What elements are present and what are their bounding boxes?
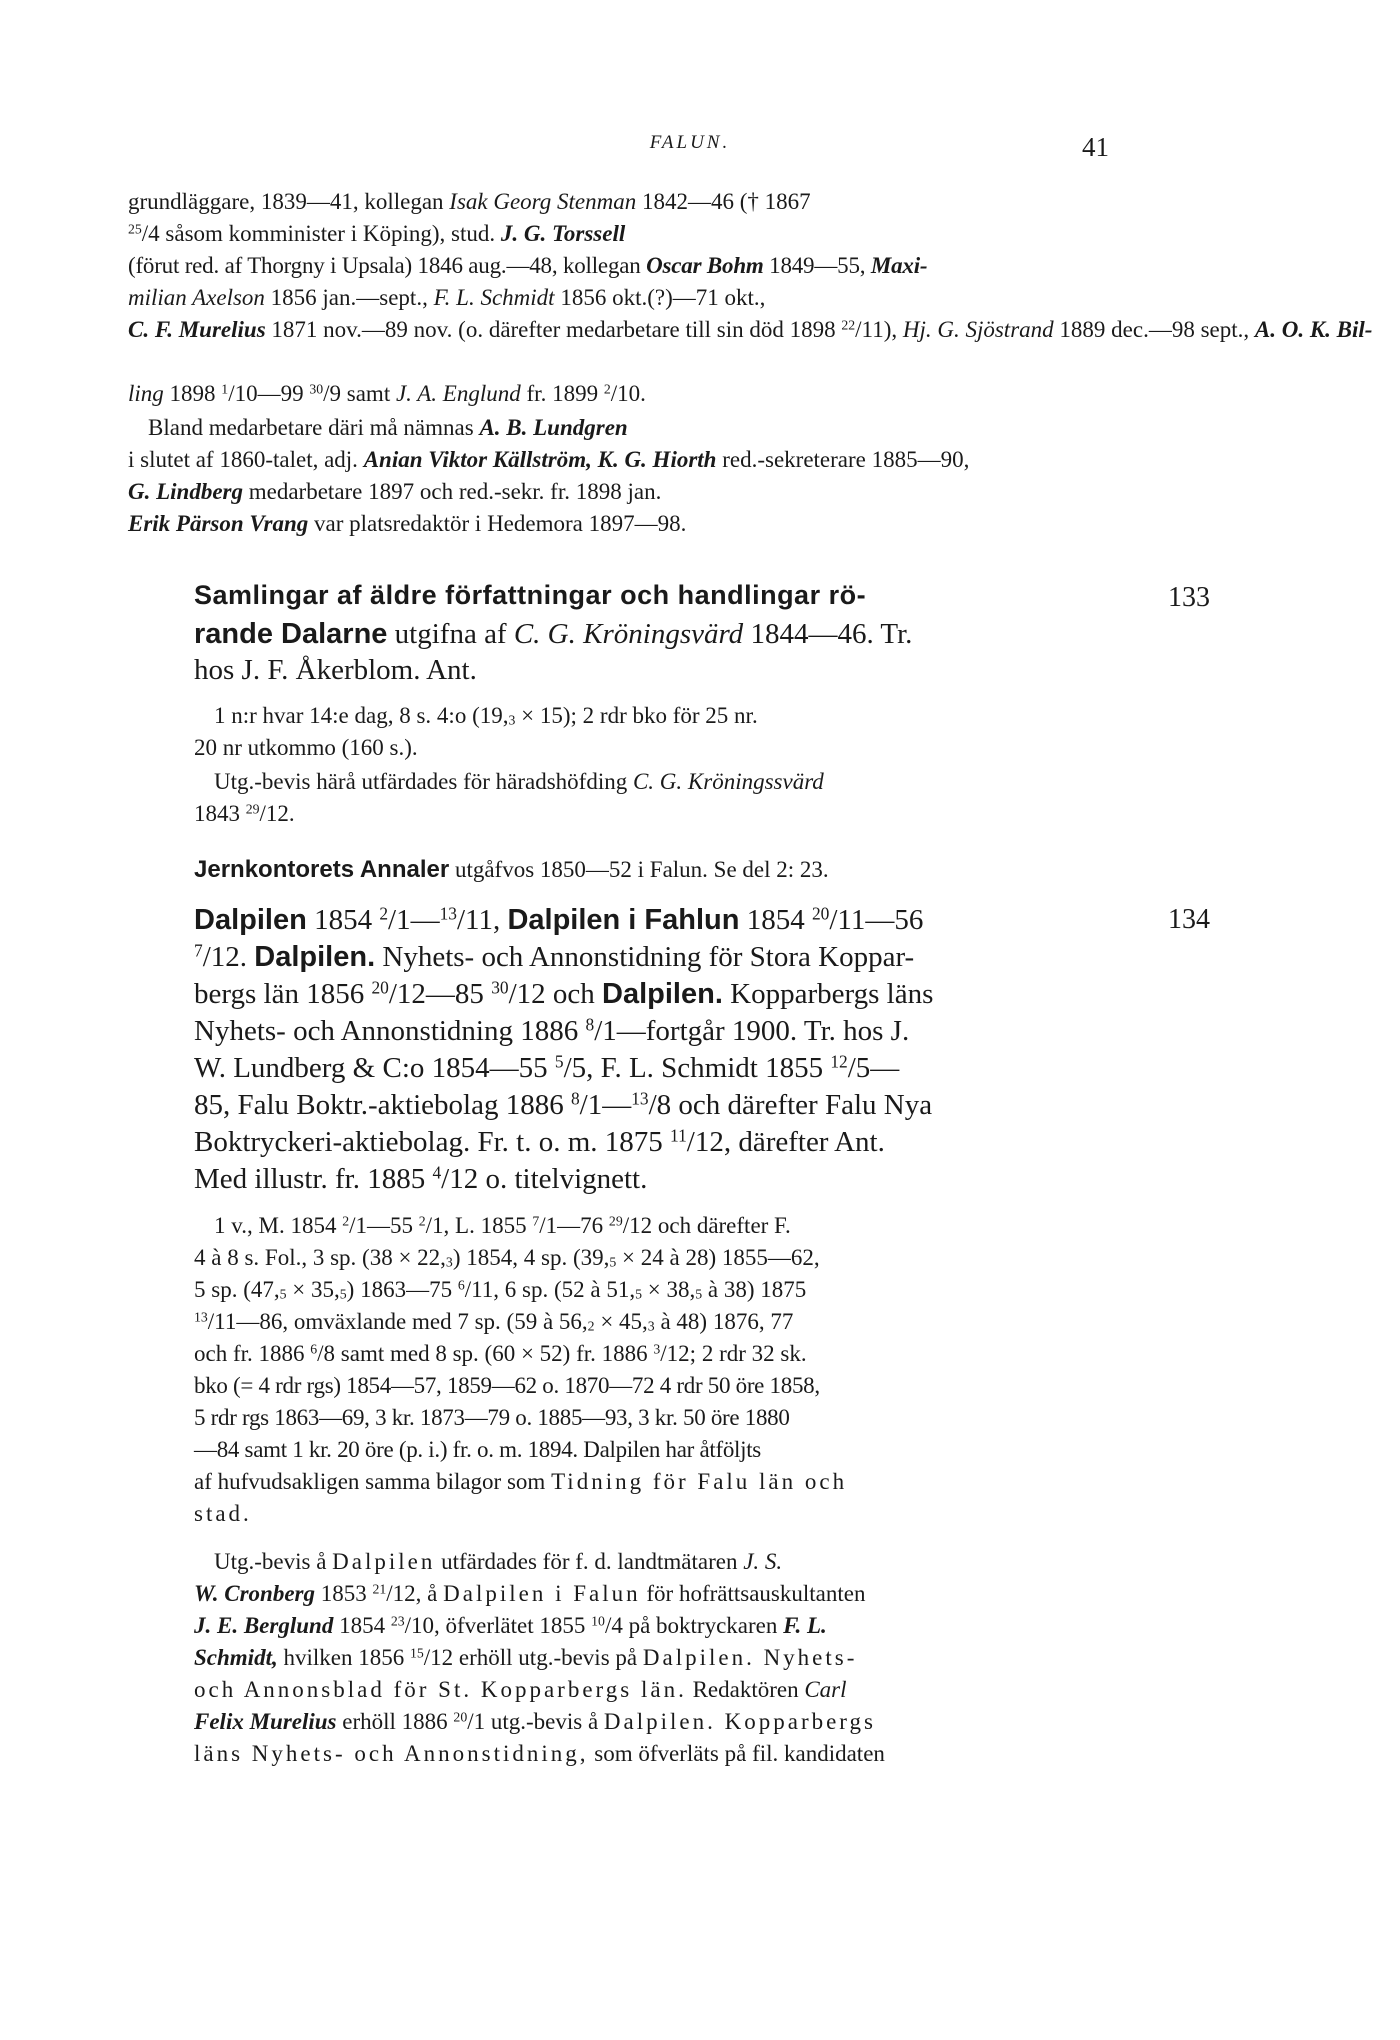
- text-line: 1843 $^{29}$/12.: [194, 801, 295, 826]
- text-line: och fr. 1886 $^6$/8 samt med 8 sp. (60 × 52) fr. 1886 $^3$/12; 2 rdr 32 sk.: [194, 1341, 807, 1366]
- text-line: —84 samt 1 kr. 20 öre (p. i.) fr. o. m. 1894. Dalpilen har åtföljts: [194, 1437, 761, 1462]
- text-line: 1 v., M. 1854 $^2$/1—55 $^2$/1, L. 1855 $^7$/1—76 $^{29}$/12 och därefter F.: [214, 1213, 791, 1238]
- text-line: läns Nyhets- och Annonstidning, som öfverläts på fil. kandidaten: [194, 1741, 885, 1766]
- text-line: Med illustr. fr. 1885 $^4$/12 o. titelvignett.: [194, 1162, 648, 1195]
- text-line: W. Lundberg & C:o 1854—55 $^5$/5, F. L. Schmidt 1855 $^{12}$/5—: [194, 1051, 900, 1084]
- text-line: $^{13}$/11—86, omväxlande med 7 sp. (59 à $56,_2 \times 45,_3$ à 48) 1876, 77: [194, 1309, 794, 1334]
- text-line: Boktryckeri-aktiebolag. Fr. t. o. m. 1875 $^{11}$/12, därefter Ant.: [194, 1125, 885, 1158]
- text-line: af hufvudsakligen samma bilagor som Tidning för Falu län och: [194, 1469, 848, 1494]
- text-line: milian Axelson 1856 jan.—sept., F. L. Schmidt 1856 okt.(?)—71 okt.,: [128, 285, 766, 310]
- text-line: 1 n:r hvar 14:e dag, 8 s. 4:o $(19,_3 \times 15)$; 2 rdr bko för 25 nr.: [214, 703, 758, 728]
- text-line: 5 rdr rgs 1863—69, 3 kr. 1873—79 o. 1885—93, 3 kr. 50 öre 1880: [194, 1405, 790, 1430]
- page-number: 41: [1082, 132, 1109, 162]
- entry-title: Samlingar af äldre författningar och handlingar rö-: [194, 580, 867, 610]
- text-line: (förut red. af Thorgny i Upsala) 1846 aug.—48, kollegan Oscar Bohm 1849—55, Maxi-: [128, 253, 928, 278]
- text-line: 4 à 8 s. Fol., 3 sp. $(38 \times 22,_3)$ 1854, 4 sp. ($39,_5 \times 24$ à 28) 1855—62,: [194, 1245, 820, 1270]
- text-line: Erik Pärson Vrang var platsredaktör i Hedemora 1897—98.: [128, 511, 687, 536]
- running-head: FALUN.: [649, 132, 731, 153]
- text-line: J. E. Berglund 1854 $^{23}$/10, öfverlätet 1855 $^{10}$/4 på boktryckaren F. L.: [194, 1613, 827, 1638]
- text-line: Utg.-bevis å Dalpilen utfärdades för f. d. landtmätaren J. S.: [214, 1549, 783, 1574]
- text-line: bergs län 1856 $^{20}$/12—85 $^{30}$/12 och Dalpilen. Kopparbergs läns: [194, 977, 934, 1010]
- text-line: $^7$/12. Dalpilen. Nyhets- och Annonstidning för Stora Koppar-: [194, 940, 915, 973]
- text-line: $^{25}$/4 såsom komminister i Köping), stud. J. G. Torssell: [128, 221, 626, 246]
- text-line: 5 sp. $(47,_5 \times 35,_5)$ 1863—75 $^6$/11, 6 sp. (52 à $51,_5 \times 38,_5$ à 38) 1875: [194, 1277, 807, 1302]
- text-line: Nyhets- och Annonstidning 1886 $^8$/1—fortgår 1900. Tr. hos J.: [194, 1014, 910, 1047]
- text-line: ling 1898 $^1$/10—99 $^{30}$/9 samt J. A. Englund fr. 1899 $^2$/10.: [128, 381, 646, 406]
- text-line: stad.: [194, 1501, 252, 1526]
- text-line: i slutet af 1860-talet, adj. Anian Viktor Källström, K. G. Hiorth red.-sekreterare 1885—90,: [128, 447, 970, 472]
- text-line: G. Lindberg medarbetare 1897 och red.-sekr. fr. 1898 jan.: [128, 479, 662, 504]
- margin-number: 134: [1168, 904, 1210, 935]
- text-line: W. Cronberg 1853 $^{21}$/12, å Dalpilen i Falun för hofrättsauskultanten: [194, 1581, 866, 1606]
- text-line: och Annonsblad för St. Kopparbergs län. Redaktören Carl: [194, 1677, 847, 1702]
- text-line: Utg.-bevis härå utfärdades för häradshöfding C. G. Kröningssvärd: [214, 769, 824, 794]
- text-line: 85, Falu Boktr.-aktiebolag 1886 $^8$/1—$^{13}$/8 och därefter Falu Nya: [194, 1088, 933, 1121]
- text-line: grundläggare, 1839—41, kollegan Isak Georg Stenman 1842—46 († 1867: [128, 189, 811, 214]
- text-line: C. F. Murelius 1871 nov.—89 nov. (o. därefter medarbetare till sin död 1898 $^{22}$/11), Hj. G. Sjöstrand 1889 dec.—98 sept., A. O. K. Bil-: [128, 317, 1373, 342]
- text-line: Bland medarbetare däri må nämnas A. B. Lundgren: [148, 415, 628, 440]
- text-line: Schmidt, hvilken 1856 $^{15}$/12 erhöll utg.-bevis på Dalpilen. Nyhets-: [194, 1645, 858, 1670]
- text-line: Dalpilen 1854 $^2$/1—$^{13}$/11, Dalpilen i Fahlun 1854 $^{20}$/11—56: [194, 903, 924, 936]
- text-line: hos J. F. Åkerblom. Ant.: [194, 654, 477, 686]
- text-line: Jernkontorets Annaler utgåfvos 1850—52 i Falun. Se del 2: 23.: [194, 856, 829, 883]
- text-line: Felix Murelius erhöll 1886 $^{20}$/1 utg.-bevis å Dalpilen. Kopparbergs: [194, 1709, 876, 1734]
- text-line: rande Dalarne utgifna af C. G. Kröningsvärd 1844—46. Tr.: [194, 618, 913, 650]
- margin-number: 133: [1168, 582, 1210, 613]
- text-line: bko (= 4 rdr rgs) 1854—57, 1859—62 o. 1870—72 4 rdr 50 öre 1858,: [194, 1373, 820, 1398]
- text-line: 20 nr utkommo (160 s.).: [194, 735, 418, 760]
